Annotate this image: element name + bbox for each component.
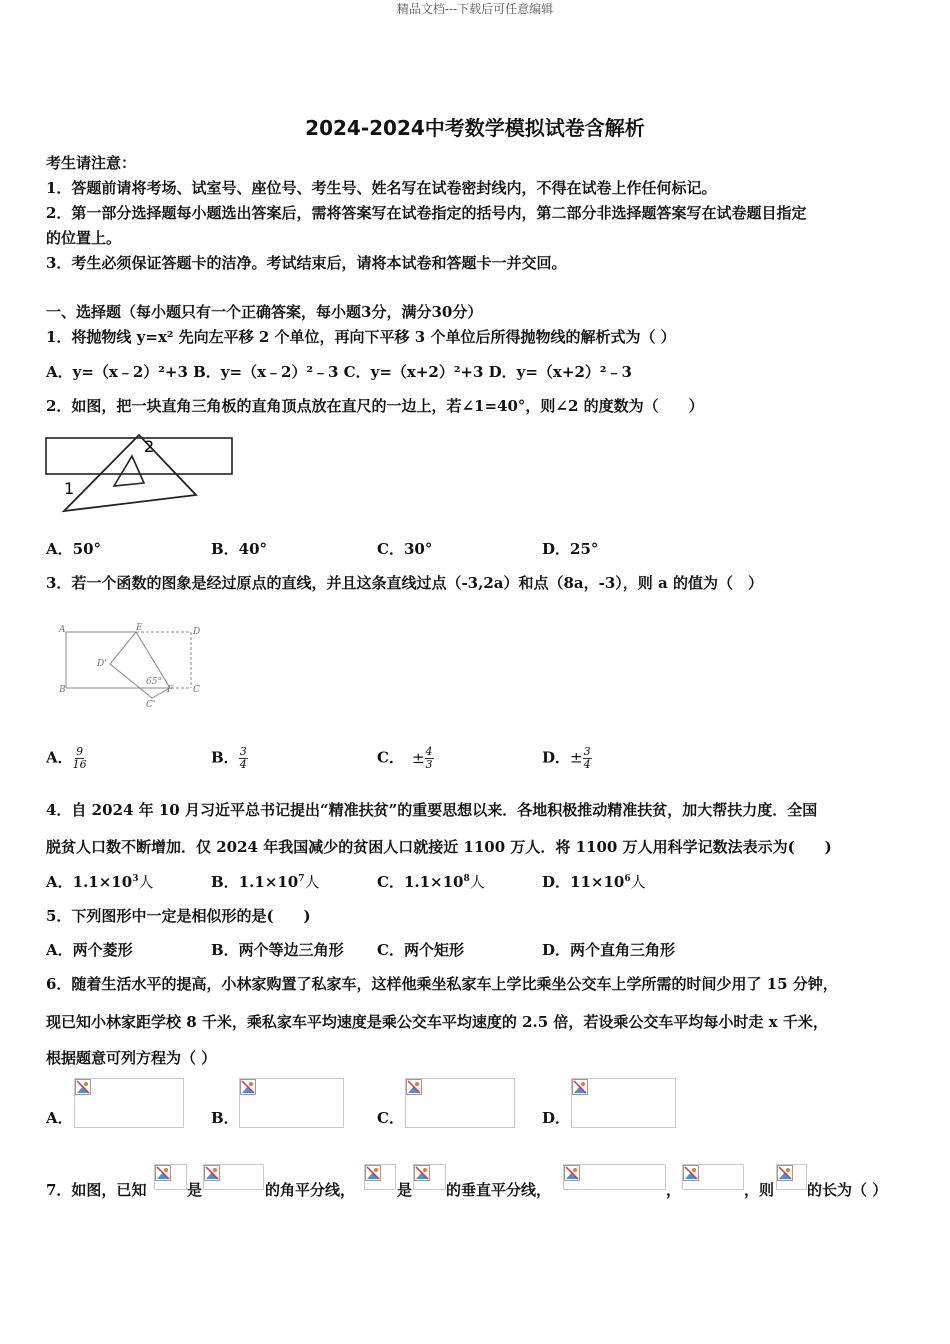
broken-image-icon: [155, 1165, 171, 1181]
math-image-placeholder: [203, 1164, 264, 1190]
question-4-line: 4．自 2024 年 10 月习近平总书记提出“精准扶贫”的重要思想以来．各地积极推动精准扶贫，加大帮扶力度．全国: [46, 801, 818, 819]
broken-image-icon: [683, 1165, 699, 1181]
question-6-line: 根据题意可列方程为（ ）: [46, 1049, 217, 1067]
math-image-placeholder: [682, 1164, 744, 1190]
question-7-text: 的角平分线，: [265, 1181, 356, 1199]
broken-image-icon: [777, 1165, 793, 1181]
question-1-stem: 1．将抛物线 y=x² 先向左平移 2 个单位，再向下平移 3 个单位后所得抛物线的解析式为（ ）: [46, 328, 676, 346]
question-7-text: 是: [187, 1181, 203, 1199]
question-5-option: B．两个等边三角形: [211, 941, 344, 959]
section-heading: 一、选择题（每小题只有一个正确答案，每小题3分，满分30分）: [46, 303, 483, 321]
question-1-options: A．y=（x﹣2）²+3 B．y=（x﹣2）²﹣3 C．y=（x+2）²+3 D．y=（x+2）²﹣3: [46, 363, 632, 381]
question-4-option: A．$1.1\times 10^3$人: [46, 873, 154, 891]
question-2-option: B．40°: [211, 540, 268, 558]
question-2-option: D．25°: [542, 540, 599, 558]
page-header: 精品文档---下载后可任意编辑: [396, 2, 554, 16]
math-image-placeholder: [154, 1164, 187, 1190]
question-5-option: C．两个矩形: [377, 941, 464, 959]
point-d-prime-label: D': [97, 659, 107, 669]
point-f-label: F: [167, 685, 174, 695]
question-7-text: 的垂直平分线，: [446, 1181, 552, 1199]
equation-image-placeholder: [405, 1078, 515, 1128]
math-image-placeholder: [364, 1164, 396, 1190]
question-5-stem: 5．下列图形中一定是相似形的是( ): [46, 907, 311, 925]
question-6-line: 6．随着生活水平的提高，小林家购置了私家车，这样他乘坐私家车上学比乘坐公交车上学所需的时间少用了 15 分钟，: [46, 975, 838, 993]
page-title: 2024-2024中考数学模拟试卷含解析: [305, 116, 645, 140]
point-d-label: D: [193, 627, 201, 637]
angle-label: 65°: [146, 677, 162, 687]
notice-item: 的位置上。: [46, 229, 122, 247]
point-c-prime-label: C': [146, 700, 156, 708]
question-2-stem: 2．如图，把一块直角三角板的直角顶点放在直尺的一边上，若∠1=40°，则∠2 的度数为（ ）: [46, 397, 704, 415]
question-2-option: C．30°: [377, 540, 433, 558]
broken-image-icon: [75, 1079, 91, 1095]
question-4-option: B．$1.1\times 10^7$人: [211, 873, 320, 891]
notice-item: 2．第一部分选择题每小题选出答案后，需将答案写在试卷指定的括号内，第二部分非选择题答案写在试卷题目指定: [46, 204, 807, 222]
broken-image-icon: [572, 1079, 588, 1095]
question-7-text: 是: [397, 1181, 413, 1199]
question-6-option-label: B．: [211, 1109, 239, 1127]
broken-image-icon: [365, 1165, 381, 1181]
question-7-text: ，则: [744, 1181, 775, 1199]
question-2-option: A．50°: [46, 540, 102, 558]
question-4-option: C．$1.1\times 10^8$人: [377, 873, 485, 891]
question-3-option: B． $\frac{3}{4}$: [211, 745, 247, 771]
broken-image-icon: [240, 1079, 256, 1095]
math-image-placeholder: [776, 1164, 807, 1190]
angle-1-label: 1: [64, 479, 75, 498]
question-3-option: A． $\frac{9}{16}$: [46, 745, 87, 771]
question-3-stem: 3．若一个函数的图象是经过原点的直线，并且这条直线过点（-3,2a）和点（8a，-3），则 a 的值为（ ）: [46, 574, 763, 592]
broken-image-icon: [414, 1165, 430, 1181]
notice-item: 3．考生必须保证答题卡的洁净。考试结束后，请将本试卷和答题卡一并交回。: [46, 254, 567, 272]
question-5-option: D．两个直角三角形: [542, 941, 676, 959]
point-b-label: B: [59, 685, 66, 695]
folded-rectangle-figure: [56, 622, 206, 708]
math-image-placeholder: [563, 1164, 666, 1190]
question-3-option: D．± $\frac{3}{4}$: [542, 745, 591, 771]
angle-2-label: 2: [144, 437, 155, 456]
equation-image-placeholder: [74, 1078, 184, 1128]
point-e-label: E: [136, 623, 143, 633]
question-4-option: D．$11\times 10^6$人: [542, 873, 646, 891]
question-6-line: 现已知小林家距学校 8 千米，乘私家车平均速度是乘公交车平均速度的 2.5 倍，若设乘公交车平均每小时走 x 千米，: [46, 1013, 828, 1031]
question-3-option: C． ± $\frac{4}{3}$: [377, 745, 433, 771]
question-7-text: 的长为（ ）: [807, 1181, 888, 1199]
question-4-line: 脱贫人口数不断增加．仅 2024 年我国减少的贫困人口就接近 1100 万人．将 1100 万人用科学记数法表示为( ): [46, 838, 832, 856]
equation-image-placeholder: [571, 1078, 676, 1128]
math-image-placeholder: [413, 1164, 446, 1190]
broken-image-icon: [204, 1165, 220, 1181]
point-a-label: A: [59, 625, 66, 635]
broken-image-icon: [406, 1079, 422, 1095]
notice-heading: 考生请注意：: [46, 154, 137, 172]
question-6-option-label: D．: [542, 1109, 571, 1127]
question-7-text: ，: [666, 1181, 682, 1199]
point-c-label: C: [193, 685, 200, 695]
notice-item: 1．答题前请将考场、试室号、座位号、考生号、姓名写在试卷密封线内，不得在试卷上作任何标记。: [46, 179, 717, 197]
broken-image-icon: [564, 1165, 580, 1181]
question-6-option-label: A．: [46, 1109, 73, 1127]
ruler-triangle-figure: [44, 432, 238, 516]
equation-image-placeholder: [239, 1078, 344, 1128]
question-5-option: A．两个菱形: [46, 941, 133, 959]
question-6-option-label: C．: [377, 1109, 404, 1127]
question-7-text: 7．如图，已知: [46, 1181, 147, 1199]
